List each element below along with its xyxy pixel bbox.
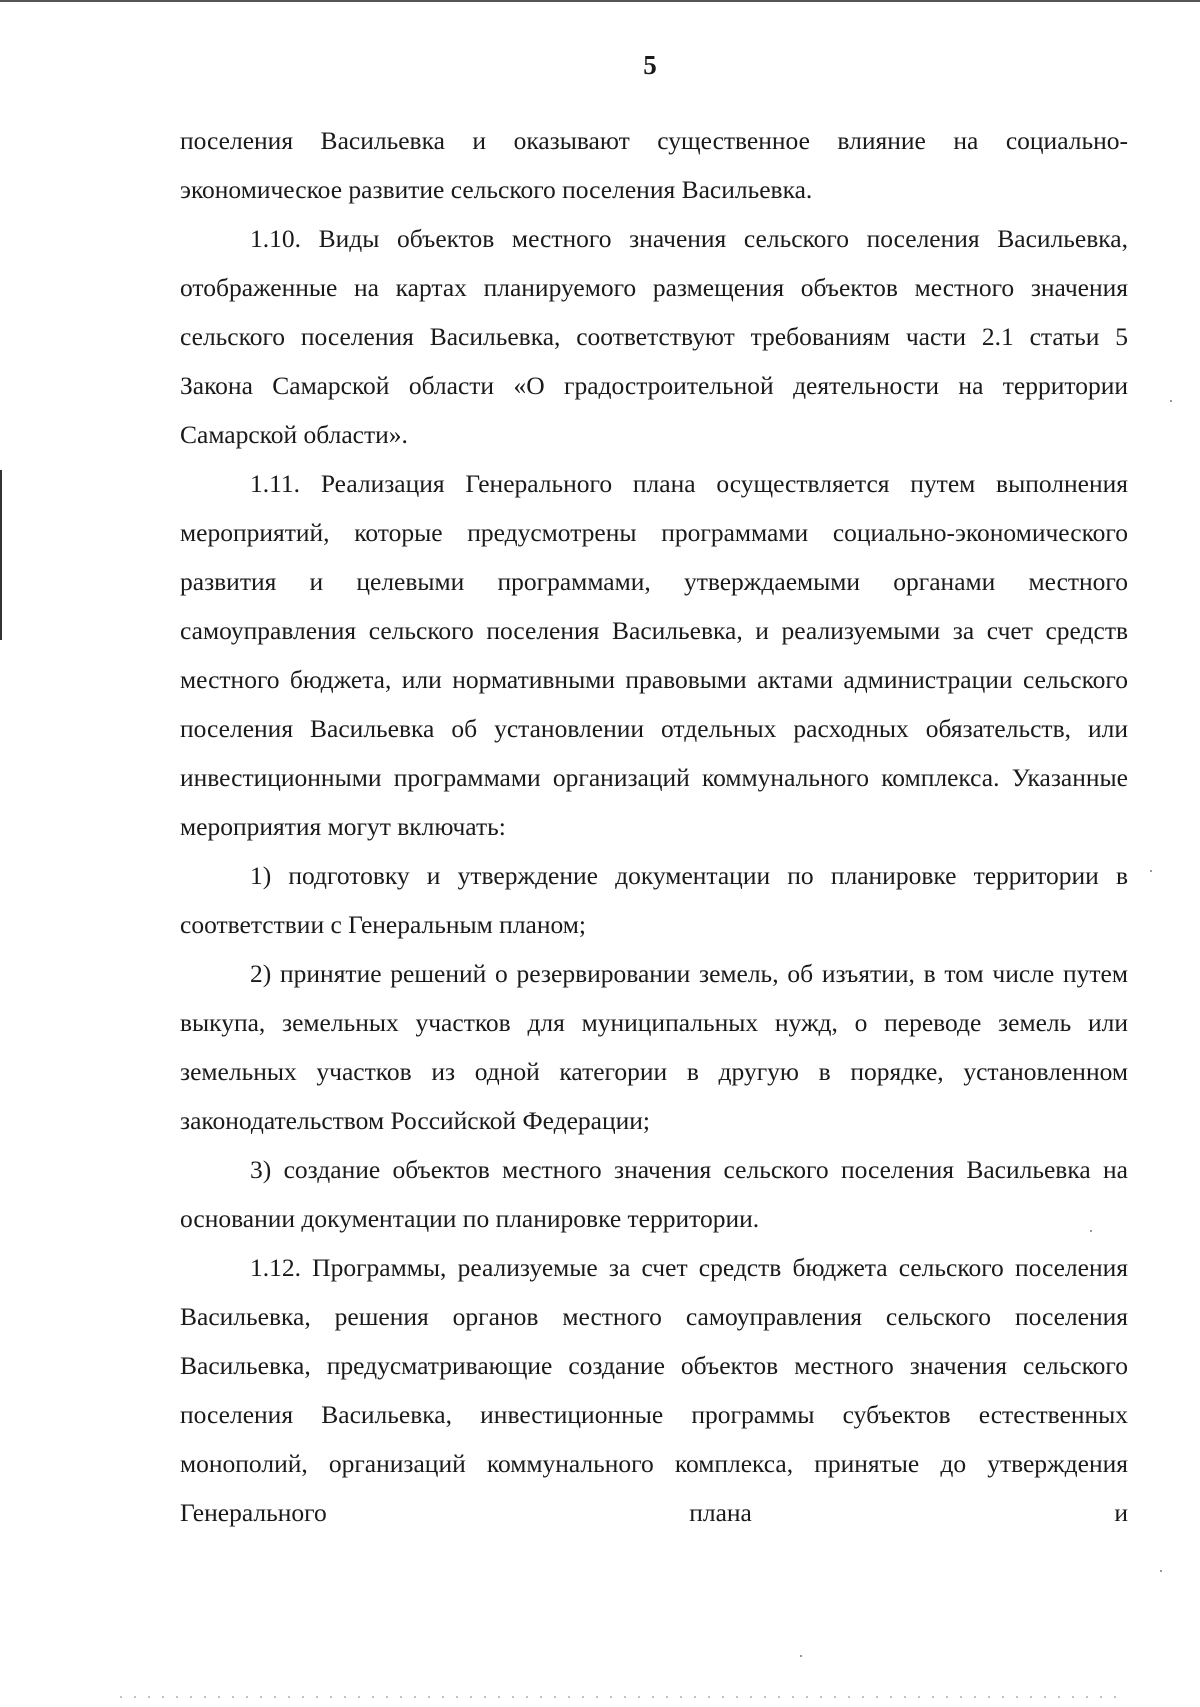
scan-edge-top	[0, 0, 1200, 2]
paragraph-1-10: 1.10. Виды объектов местного значения сельского поселения Васильевка, отображенные на картах планируемого размещения объектов местного значения сельского поселения Васильевка, соответствуют требованиям части 2.1 статьи 5 Закона Самарской области «О градостроительной деятельности на территории Самарской области».	[180, 224, 1128, 449]
list-item-2: 2) принятие решений о резервировании земель, об изъятии, в том числе путем выкупа, земельных участков для муниципальных нужд, о переводе земель или земельных участков из одной категории в другую в порядке, установленном законодательством Российской Федерации;	[180, 959, 1128, 1135]
list-item-3: 3) создание объектов местного значения сельского поселения Васильевка на основании документации по планировке территории.	[180, 1155, 1128, 1233]
scan-speck	[1090, 1230, 1092, 1232]
document-body	[180, 116, 1128, 1537]
list-item-1: 1) подготовку и утверждение документации по планировке территории в соответствии с Генеральным планом;	[180, 861, 1128, 939]
paragraph-1-11: 1.11. Реализация Генерального плана осуществляется путем выполнения мероприятий, которые предусмотрены программами социально-экономического развития и целевыми программами, утверждаемыми органами местного самоуправления сельского поселения Васильевка, и реализуемыми за счет средств местного бюджета, или нормативными правовыми актами администрации сельского поселения Васильевка об установлении отдельных расходных обязательств, или инвестиционными программами организаций коммунального комплекса. Указанные мероприятия могут включать:	[180, 469, 1128, 841]
paragraph-continuation: поселения Васильевка и оказывают существенное влияние на социально-экономическое развитие сельского поселения Васильевка.	[180, 126, 1128, 204]
paragraph-1-12: 1.12. Программы, реализуемые за счет средств бюджета сельского поселения Васильевка, решения органов местного самоуправления сельского поселения Васильевка, предусматривающие создание объектов местного значения сельского поселения Васильевка, инвестиционные программы субъектов естественных монополий, организаций коммунального комплекса, принятые до утверждения Генерального плана и	[180, 1253, 1128, 1527]
scan-edge-left	[0, 470, 2, 640]
scan-speck	[1160, 1570, 1162, 1572]
scan-speck	[1150, 870, 1152, 872]
scan-bottom-noise	[120, 1696, 1120, 1698]
scan-speck	[1170, 400, 1172, 402]
page-number: 5	[643, 50, 657, 80]
scan-speck	[800, 1655, 802, 1657]
